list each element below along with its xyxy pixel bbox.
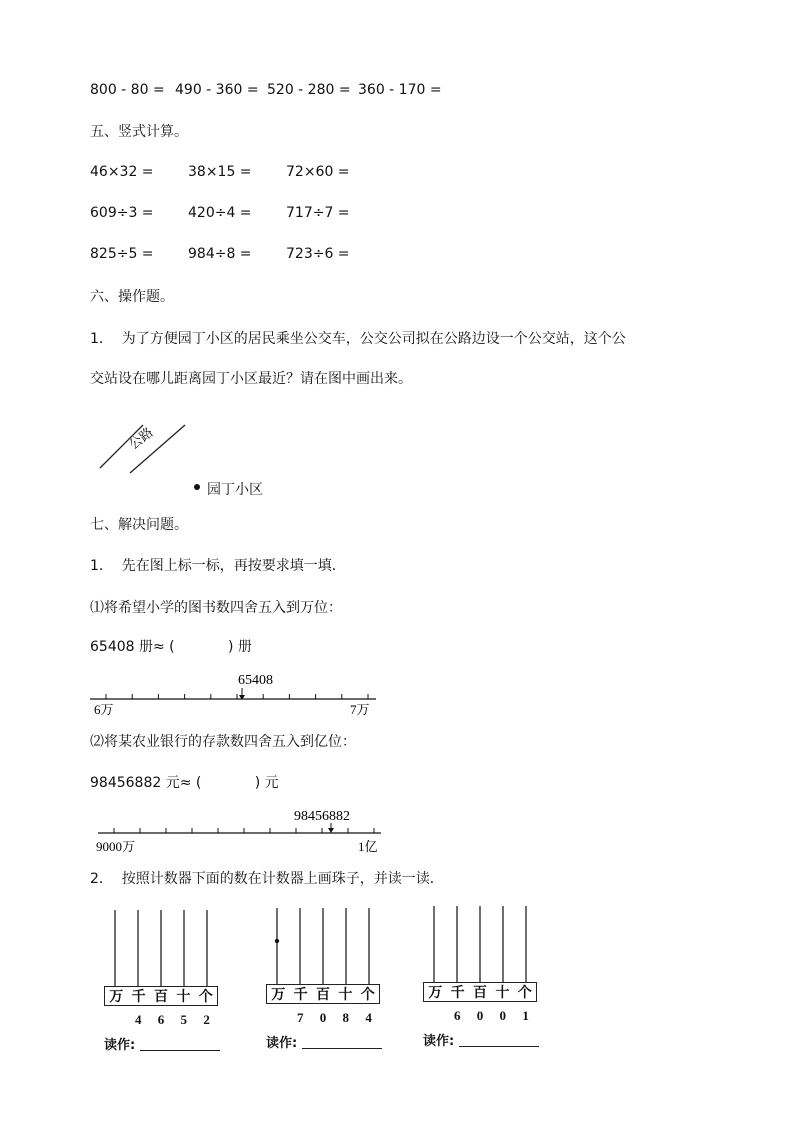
question-text: 交站设在哪儿距离园丁小区最近？请在图中画出来。 — [90, 371, 412, 387]
arrow-down-icon — [328, 828, 334, 833]
problem: 38×15 = — [188, 164, 252, 180]
place-label: 十 — [495, 985, 510, 1001]
digit: 7 — [296, 1010, 304, 1025]
number-digits — [423, 1008, 537, 1024]
digit: 4 — [134, 1012, 142, 1027]
bead — [275, 939, 279, 943]
community-label: 园丁小区 — [207, 482, 263, 498]
digit: 8 — [342, 1010, 350, 1025]
problem: 46×32 = — [90, 164, 154, 180]
problem: 984÷8 = — [188, 246, 252, 262]
problem: 825÷5 = — [90, 246, 154, 262]
question-text: 1． 先在图上标一标，再按要求填一填． — [90, 558, 346, 574]
section-title: 六、操作题。 — [90, 289, 174, 305]
section-title: 五、竖式计算。 — [90, 124, 188, 140]
problem: 520 - 280 = — [267, 82, 351, 98]
digit: 0 — [476, 1008, 484, 1023]
place-label: 百 — [315, 987, 330, 1003]
digit: 2 — [203, 1012, 210, 1027]
digit: 1 — [522, 1008, 529, 1023]
place-label: 个 — [517, 985, 532, 1001]
problem: 420÷4 = — [188, 205, 252, 221]
sub-question: ⑵将某农业银行的存款数四舍五入到亿位： — [90, 734, 356, 750]
problem: 490 - 360 = — [175, 82, 259, 98]
digit: 0 — [499, 1008, 507, 1023]
read-as-line — [266, 1032, 382, 1051]
right-end-label: 7万 — [350, 702, 370, 717]
answer-line: 98456882 元≈ ( ) 元 — [90, 775, 279, 791]
read-label: 读作: — [266, 1036, 298, 1051]
problem: 360 - 170 = — [358, 82, 442, 98]
community-dot — [194, 484, 200, 490]
read-label: 读作: — [423, 1034, 455, 1049]
question-text: 2． 按照计数器下面的数在计数器上画珠子，并读一读． — [90, 871, 444, 887]
problem: 723÷6 = — [286, 246, 350, 262]
read-label: 读作: — [104, 1038, 136, 1053]
value-label: 65408 — [238, 673, 273, 688]
digit: 6 — [157, 1012, 165, 1027]
place-value-labels — [423, 982, 537, 1002]
digit: 6 — [453, 1008, 461, 1023]
answer-blank[interactable] — [140, 1038, 220, 1051]
problem: 609÷3 = — [90, 205, 154, 221]
abacus-rods — [104, 910, 218, 986]
place-label: 千 — [293, 987, 308, 1003]
number-line-1 — [88, 668, 380, 718]
sub-question: ⑴将希望小学的图书数四舍五入到万位： — [90, 600, 342, 616]
place-label: 百 — [472, 985, 487, 1001]
road-label: 公路 — [126, 425, 157, 453]
digit — [104, 1012, 127, 1028]
place-label: 个 — [198, 989, 213, 1005]
place-label: 万 — [271, 987, 286, 1003]
place-label: 千 — [131, 989, 146, 1005]
section-title: 七、解决问题。 — [90, 517, 188, 533]
place-label: 十 — [338, 987, 353, 1003]
place-label: 十 — [176, 989, 191, 1005]
problem: 72×60 = — [286, 164, 350, 180]
problem: 717÷7 = — [286, 205, 350, 221]
place-label: 千 — [450, 985, 465, 1001]
digit: 0 — [319, 1010, 327, 1025]
digit: 5 — [180, 1012, 188, 1027]
answer-blank[interactable] — [302, 1036, 382, 1049]
place-value-labels — [266, 984, 380, 1004]
number-digits — [104, 1012, 218, 1028]
read-as-line — [423, 1030, 539, 1049]
digit: 4 — [365, 1010, 372, 1025]
problem: 800 - 80 = — [90, 82, 165, 98]
answer-blank[interactable] — [459, 1034, 539, 1047]
place-label: 个 — [360, 987, 375, 1003]
digit — [266, 1010, 289, 1026]
abacus-rods — [266, 908, 380, 984]
number-line-2 — [96, 803, 386, 855]
right-end-label: 1亿 — [358, 839, 378, 854]
left-end-label: 9000万 — [96, 839, 136, 854]
left-end-label: 6万 — [94, 702, 114, 717]
question-text: 1． 为了方便园丁小区的居民乘坐公交车，公交公司拟在公路边设一个公交站，这个公 — [90, 331, 626, 347]
digit — [423, 1008, 446, 1024]
answer-line: 65408 册≈ ( ) 册 — [90, 639, 252, 655]
number-digits — [266, 1010, 380, 1026]
place-value-labels — [104, 986, 218, 1006]
value-label: 98456882 — [294, 809, 350, 824]
place-label: 万 — [109, 989, 124, 1005]
place-label: 万 — [428, 985, 443, 1001]
abacus-rods — [423, 906, 537, 982]
place-label: 百 — [153, 989, 168, 1005]
read-as-line — [104, 1034, 220, 1053]
